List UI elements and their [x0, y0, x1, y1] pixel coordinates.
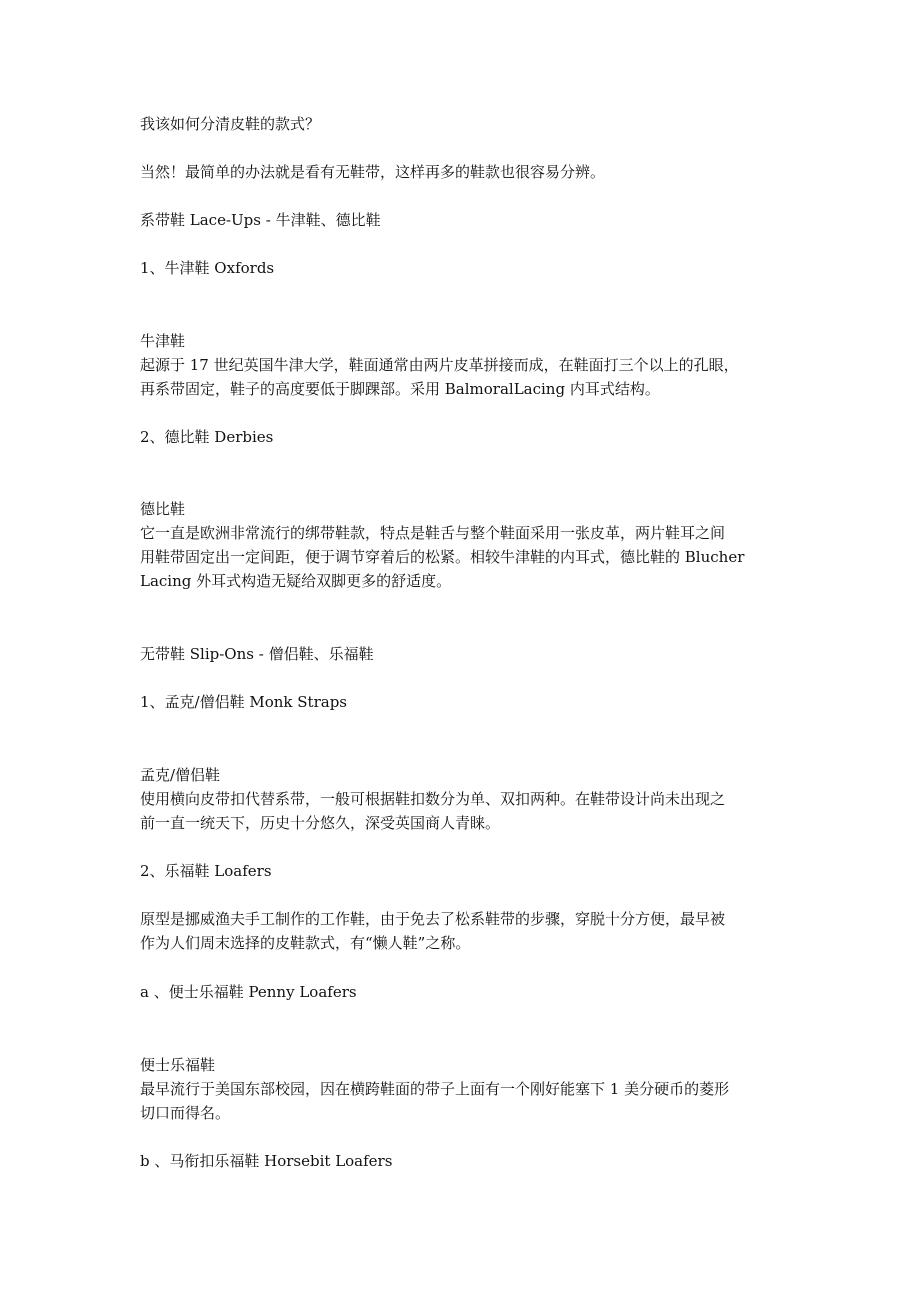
monk-straps-caption: 孟克/僧侣鞋 — [140, 766, 221, 784]
oxfords-description-line: 起源于 17 世纪英国牛津大学，鞋面通常由两片皮革拼接而成，在鞋面打三个以上的孔眼， — [140, 356, 739, 374]
question-text: 我该如何分清皮鞋的款式？ — [140, 115, 321, 133]
monk-straps-description-line: 前一直一统天下，历史十分悠久，深受英国商人青睐。 — [140, 814, 501, 832]
derbies-heading: 2、德比鞋 Derbies — [140, 428, 274, 446]
horsebit-loafers-heading: b 、马衔扣乐福鞋 Horsebit Loafers — [140, 1152, 393, 1170]
loafers-heading: 2、乐福鞋 Loafers — [140, 862, 272, 880]
answer-intro-text: 当然！最简单的办法就是看有无鞋带，这样再多的鞋款也很容易分辨。 — [140, 163, 606, 181]
penny-loafers-heading: a 、便士乐福鞋 Penny Loafers — [140, 983, 357, 1001]
loafers-description-line: 作为人们周末选择的皮鞋款式，有“懒人鞋”之称。 — [140, 934, 471, 952]
penny-loafers-description-line: 最早流行于美国东部校园，因在横跨鞋面的带子上面有一个刚好能塞下 1 美分硬币的菱形 — [140, 1080, 730, 1098]
slip-ons-heading: 无带鞋 Slip-Ons - 僧侣鞋、乐福鞋 — [140, 645, 374, 663]
derbies-description-line: 用鞋带固定出一定间距，便于调节穿着后的松紧。相较牛津鞋的内耳式，德比鞋的 Blucher — [140, 548, 745, 566]
penny-loafers-description-line: 切口而得名。 — [140, 1104, 231, 1122]
loafers-description-line: 原型是挪威渔夫手工制作的工作鞋，由于免去了松系鞋带的步骤，穿脱十分方便，最早被 — [140, 910, 726, 928]
oxfords-description-line: 再系带固定，鞋子的高度要低于脚踝部。采用 BalmoralLacing 内耳式结构。 — [140, 380, 660, 398]
derbies-description-line: Lacing 外耳式构造无疑给双脚更多的舒适度。 — [140, 572, 452, 590]
oxfords-heading: 1、牛津鞋 Oxfords — [140, 259, 275, 277]
monk-straps-description-line: 使用横向皮带扣代替系带，一般可根据鞋扣数分为单、双扣两种。在鞋带设计尚未出现之 — [140, 790, 726, 808]
oxfords-caption: 牛津鞋 — [140, 332, 186, 350]
derbies-description-line: 它一直是欧洲非常流行的绑带鞋款，特点是鞋舌与整个鞋面采用一张皮革，两片鞋耳之间 — [140, 524, 726, 542]
monk-straps-heading: 1、孟克/僧侣鞋 Monk Straps — [140, 693, 347, 711]
derbies-caption: 德比鞋 — [140, 500, 186, 518]
penny-loafers-caption: 便士乐福鞋 — [140, 1056, 216, 1074]
lace-ups-heading: 系带鞋 Lace-Ups - 牛津鞋、德比鞋 — [140, 211, 381, 229]
